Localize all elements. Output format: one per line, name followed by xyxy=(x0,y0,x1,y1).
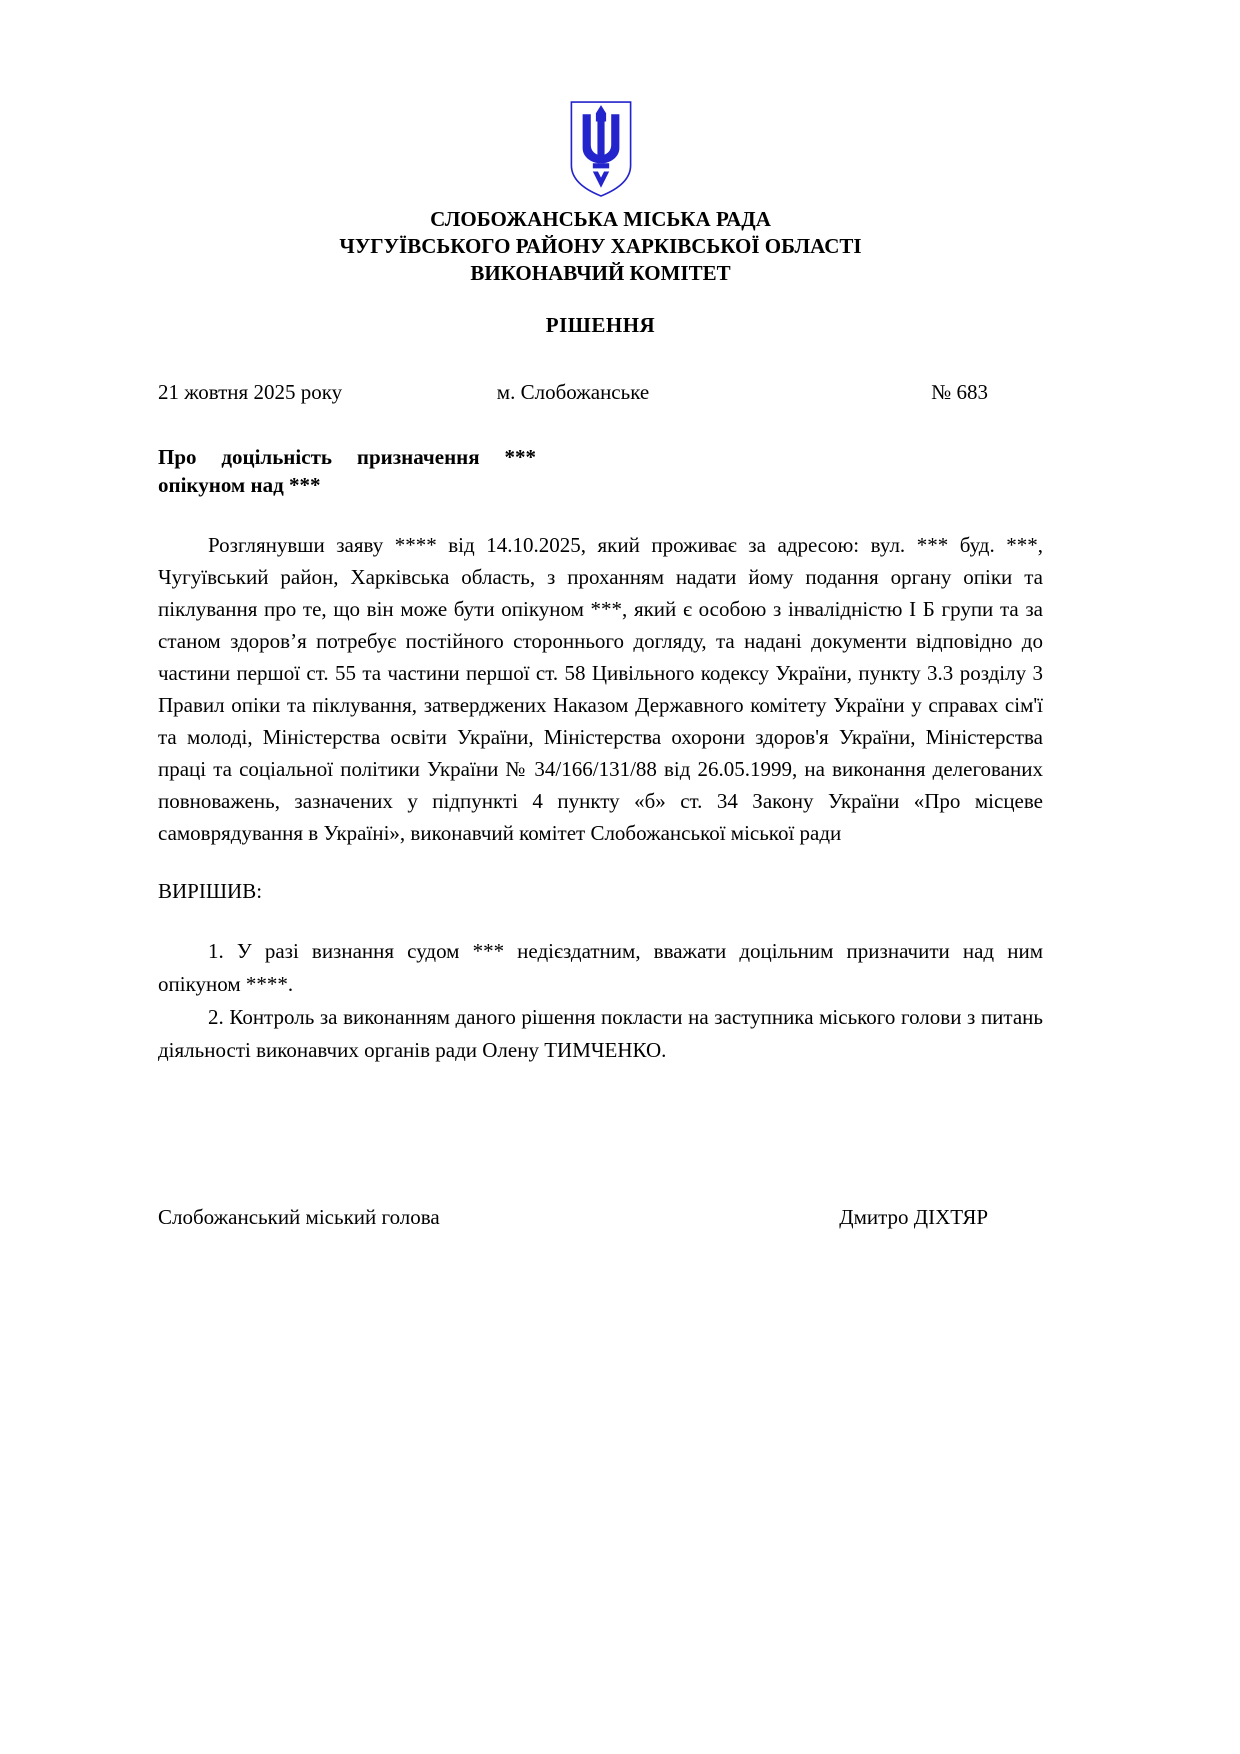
resolution-item-1: 1. У разі визнання судом *** недієздатним, вважати доцільним призначити над ним опікуном ****. xyxy=(158,939,1043,996)
org-name-line3: ВИКОНАВЧИЙ КОМІТЕТ xyxy=(470,261,731,285)
emblem-wrap xyxy=(158,100,1043,200)
org-name-line2: ЧУГУЇВСЬКОГО РАЙОНУ ХАРКІВСЬКОЇ ОБЛАСТІ xyxy=(339,234,862,258)
signer-name: Дмитро ДІХТЯР xyxy=(839,1205,988,1229)
org-header xyxy=(158,206,1043,287)
subject-line1: Про доцільність призначення *** xyxy=(158,445,536,469)
document-place: м. Слобожанське xyxy=(496,380,650,404)
meta-row xyxy=(158,380,1043,405)
resolution-items xyxy=(158,935,1043,1067)
document-type-title: РІШЕННЯ xyxy=(545,313,656,337)
preamble-paragraph: Розглянувши заяву **** від 14.10.2025, який проживає за адресою: вул. *** буд. ***, Чугуївський район, Харківська область, з проханням надати йому подання органу опіки та піклування про те, що він може бути опікуном ***, який є особою з інвалідністю І Б групи та за станом здоров’я потребує постійного стороннього догляду, та надані документи відповідно до частини першої ст. 55 та частини першої ст. 58 Цивільного кодексу України, пункту 3.3 розділу 3 Правил опіки та піклування, затверджених Наказом Державного комітету України у справах сім'ї та молоді, Міністерства освіти України, Міністерства охорони здоров'я України, Міністерства праці та соціальної політики України № 34/166/131/88 від 26.05.1999, на виконання делегованих повноважень, зазначених у підпункті 4 пункту «б» ст. 34 Закону України «Про місцеве самоврядування в Україні», виконавчий комітет Слобожанської міської ради xyxy=(158,533,1043,845)
resolved-heading: ВИРІШИВ: xyxy=(158,879,263,903)
subject-block xyxy=(158,443,536,499)
signature-row xyxy=(158,1205,1043,1230)
document-date: 21 жовтня 2025 року xyxy=(158,380,343,404)
resolution-item-2: 2. Контроль за виконанням даного рішення покласти на заступника міського голови з питань діяльності виконавчих органів ради Олену ТИМЧЕНКО. xyxy=(158,1005,1043,1062)
org-name-line1: СЛОБОЖАНСЬКА МІСЬКА РАДА xyxy=(430,207,771,231)
subject-line2: опікуном над *** xyxy=(158,473,321,497)
document-number: № 683 xyxy=(931,380,989,404)
signer-title: Слобожанський міський голова xyxy=(158,1205,440,1229)
coat-of-arms-icon xyxy=(568,179,634,203)
